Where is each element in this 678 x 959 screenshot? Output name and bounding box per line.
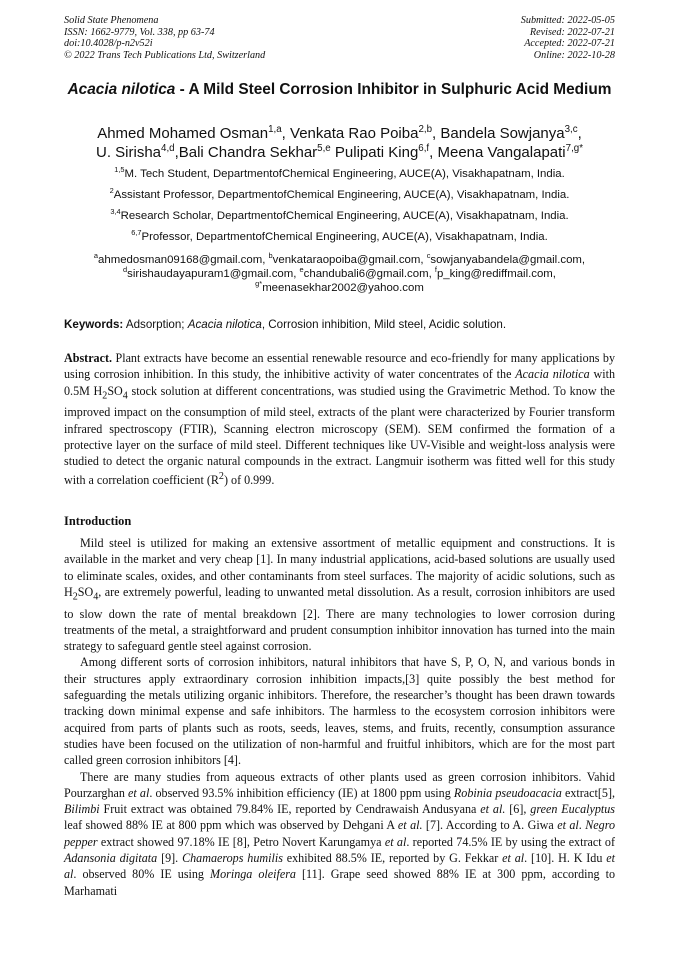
author-sup: 6,f bbox=[418, 143, 430, 154]
italic-text: Robinia pseudoacacia bbox=[453, 785, 562, 800]
italic-text: et al bbox=[502, 851, 525, 866]
subscript: 4 bbox=[122, 390, 128, 401]
affiliation-text: Research Scholar, DepartmentofChemical Engineering, AUCE(A), Visakhapatnam, India. bbox=[120, 210, 569, 222]
journal-name: Solid State Phenomena bbox=[64, 15, 159, 26]
italic-text: Moringa oleifera bbox=[210, 867, 296, 882]
email-sup: g* bbox=[255, 279, 263, 289]
email-sup: d bbox=[123, 265, 128, 275]
paragraph-text: . reported 74.5% IE by using the extract of bbox=[406, 834, 615, 849]
title-rest: - A Mild Steel Corrosion Inhibitor in Sulphuric Acid Medium bbox=[175, 81, 612, 98]
paragraph-text: SO bbox=[77, 584, 94, 599]
italic-text: Chamaerops humilis bbox=[182, 851, 283, 866]
submitted-date: Submitted: 2022-05-05 bbox=[520, 15, 615, 26]
author-name: U. Sirisha bbox=[95, 144, 162, 161]
paragraph-text: exhibited 88.5% IE, reported by G. Fekkar bbox=[282, 851, 503, 866]
keywords-text: Adsorption; bbox=[123, 318, 188, 331]
author-name: Bandela Sowjanya bbox=[440, 125, 565, 142]
affiliation-sup: 6,7 bbox=[131, 228, 142, 238]
author-sup: 2,b bbox=[418, 124, 433, 135]
email-sup: e bbox=[299, 265, 304, 275]
email-link[interactable]: meenasekhar2002@yahoo.com bbox=[262, 282, 424, 294]
paragraph-text: . observed 80% IE using bbox=[73, 867, 211, 882]
author-sep: , bbox=[577, 125, 582, 142]
keywords-text: , Corrosion inhibition, Mild steel, Acidic solution. bbox=[261, 318, 507, 331]
author-sep: , bbox=[281, 125, 291, 142]
affiliation-text: Professor, DepartmentofChemical Engineering, AUCE(A), Visakhapatnam, India. bbox=[141, 231, 548, 243]
author-sup: 5,e bbox=[317, 143, 331, 154]
author-sup: 4,d bbox=[161, 143, 175, 154]
accepted-date: Accepted: 2022-07-21 bbox=[524, 38, 615, 50]
paragraph-text: Fruit extract was obtained 79.84% IE, reported by Cendrawaish Andusyana bbox=[99, 802, 481, 817]
author-name: Venkata Rao Poiba bbox=[290, 125, 419, 142]
paragraph-text: extract[5], bbox=[561, 785, 615, 800]
abstract bbox=[64, 350, 615, 489]
introduction-body bbox=[64, 535, 615, 899]
italic-text: et al bbox=[557, 818, 579, 833]
affiliation-text: M. Tech Student, DepartmentofChemical Engineering, AUCE(A), Visakhapatnam, India. bbox=[124, 168, 565, 180]
affiliation-sup: 3,4 bbox=[110, 207, 121, 217]
abstract-text: stock solution at different concentrations, was studied using the Gravimetric Method. To know the improved impact on the consumption of mild steel, extracts of the plant were characterized by Fourier transform infrared spectroscopy (FTIR), Scanning electron microscopy (SEM). SEM confirmed the formation of a protective layer on the surface of mild steel. Different techniques like UV-Visible and weight-loss analysis were studied to detect the organic natural compounds in the extract. Langmuir isotherm was fitted well for this study with a correlation coefficient (R bbox=[64, 383, 615, 488]
keywords-species: Acacia nilotica bbox=[187, 318, 262, 331]
italic-text: green Eucalyptus bbox=[530, 802, 615, 817]
paragraph-text: [6], bbox=[505, 802, 531, 817]
keywords bbox=[64, 318, 615, 332]
email-sup: a bbox=[93, 251, 99, 261]
author-name: Ahmed Mohamed Osman bbox=[97, 125, 269, 142]
paragraph-text: . bbox=[578, 818, 586, 833]
italic-text: et al. bbox=[480, 802, 506, 817]
email-link[interactable]: ahmedosman09168@gmail.com, bbox=[98, 254, 269, 266]
abstract-text: with 0.5M H bbox=[64, 367, 615, 398]
author-sep: , bbox=[432, 125, 441, 142]
author-list bbox=[64, 124, 615, 162]
paragraph-text: . [10]. H. K Idu bbox=[524, 851, 607, 866]
subscript: 2 bbox=[72, 591, 78, 603]
affiliation bbox=[64, 186, 615, 202]
paragraph bbox=[64, 535, 615, 654]
affiliation bbox=[64, 165, 615, 181]
online-date: Online: 2022-10-28 bbox=[533, 49, 615, 61]
paragraph-text: There are many studies from aqueous extracts of other plants used as green corrosion inhibitors. Vahid Pourzarghan bbox=[64, 769, 615, 800]
issn-line: ISSN: 1662-9779, Vol. 338, pp 63-74 bbox=[64, 26, 215, 38]
affiliation-sup: 2 bbox=[109, 186, 114, 196]
author-sup: 1,a bbox=[268, 124, 282, 135]
italic-text: Bilimbi bbox=[64, 802, 100, 817]
paper-title bbox=[64, 80, 615, 99]
email-link[interactable]: sirishaudayapuram1@gmail.com, bbox=[127, 268, 300, 280]
paragraph-text: . observed 93.5% inhibition efficiency (IE) at 1800 ppm using bbox=[149, 785, 454, 800]
italic-text: et al. bbox=[397, 818, 423, 833]
paragraph-text: leaf showed 88% IE at 800 ppm which was observed by Dehgani A bbox=[64, 818, 398, 833]
author-sup: 7,g* bbox=[565, 143, 583, 154]
doi-line[interactable]: doi:10.4028/p-n2v52i bbox=[64, 38, 153, 50]
revised-date: Revised: 2022-07-21 bbox=[529, 26, 615, 38]
subscript: 4 bbox=[93, 591, 99, 603]
abstract-species: Acacia nilotica bbox=[515, 367, 590, 382]
email-sup: b bbox=[268, 251, 273, 261]
publication-dates bbox=[521, 15, 615, 61]
abstract-label: Abstract. bbox=[64, 351, 113, 365]
affiliation bbox=[64, 228, 615, 244]
email-link[interactable]: chandubali6@gmail.com, bbox=[303, 268, 435, 280]
subscript: 2 bbox=[102, 390, 108, 401]
italic-text: Adansonia digitata bbox=[64, 851, 158, 866]
email-link[interactable]: sowjanyabandela@gmail.com, bbox=[430, 254, 586, 266]
author-name: Pulipati King bbox=[334, 144, 419, 161]
superscript: 2 bbox=[218, 471, 224, 483]
email-list bbox=[64, 253, 615, 295]
author-sup: 3,c bbox=[564, 124, 578, 135]
title-species: Acacia nilotica bbox=[67, 81, 176, 98]
paragraph-text: extract showed 97.18% IE [8], Petro Novert Karungamya bbox=[97, 834, 385, 849]
section-heading: Introduction bbox=[64, 514, 132, 528]
email-link[interactable]: p_king@rediffmail.com, bbox=[436, 268, 556, 280]
keywords-label: Keywords: bbox=[64, 318, 124, 331]
email-sup: c bbox=[426, 251, 431, 261]
abstract-text: ) of 0.999. bbox=[223, 473, 275, 488]
abstract-text: SO bbox=[107, 383, 123, 398]
email-sup: f bbox=[434, 265, 437, 275]
italic-text: Negro pepper bbox=[64, 818, 616, 849]
italic-text: et al bbox=[64, 851, 615, 882]
author-sep: , bbox=[174, 144, 179, 161]
italic-text: et al bbox=[384, 834, 407, 849]
abstract-text: Plant extracts have become an essential renewable resource and eco-friendly for many applications by using corrosion inhibition. In this study, the inhibitive activity of water concentrates of the bbox=[64, 351, 615, 382]
paragraph-text: , are extremely powerful, leading to unwanted metal dissolution. As a result, corrosion inhibitors are used to slow down the rate of mental breakdown [2]. There are many technologies to lower corrosion during treatments of the metal, a straightforward and prudent consumption inhibitor innovation has turned into the main strategy to safeguard gentle steel against corrosion. bbox=[64, 584, 615, 654]
paragraph: Among different sorts of corrosion inhibitors, natural inhibitors that have S, P, O, N, and various bonds in their structures apply extraordinary corrosion inhibition impacts,[3] quite possibly the best method for safeguarding the metals utilizing organic inhibitors. Therefore, the researcher’s thought has been drawn towards tracking down minimal expense and safe inhibitors. The harmless to the ecosystem corrosion inhibitors were acquired from parts of plants such as roots, seeds, leaves, stems, and fruits, recently, consumption assurance studies have been focused on the utilization of non-harmful and fruitful inhibitors, which are for the most part called green corrosion inhibitors [4]. bbox=[64, 655, 615, 768]
paragraph-text: [7]. According to A. Giwa bbox=[422, 818, 558, 833]
email-link[interactable]: venkataraopoiba@gmail.com, bbox=[272, 254, 427, 266]
affiliation bbox=[64, 207, 615, 223]
author-sep: , bbox=[429, 144, 438, 161]
affiliation-text: Assistant Professor, DepartmentofChemical Engineering, AUCE(A), Visakhapatnam, India. bbox=[113, 189, 570, 201]
journal-info bbox=[64, 15, 265, 61]
paragraph-text: Mild steel is utilized for making an extensive assortment of metallic equipment and constructions. It is available in the market and very cheap [1]. In many industrial applications, acid-based solutions are usually used to eliminate scales, oxides, and other contaminants from steel surfaces. The majority of acidic solutions, such as H bbox=[64, 536, 615, 599]
author-name: Bali Chandra Sekhar bbox=[178, 144, 318, 161]
italic-text: et al bbox=[128, 785, 150, 800]
paragraph bbox=[64, 769, 615, 899]
paragraph-text: [9]. bbox=[157, 851, 183, 866]
author-name: Meena Vangalapati bbox=[437, 144, 566, 161]
affiliation-sup: 1,5 bbox=[114, 165, 125, 175]
paragraph-text: [11]. Grape seed showed 88% IE at 300 ppm, according to Marhamati bbox=[64, 867, 615, 898]
copyright-line: © 2022 Trans Tech Publications Ltd, Switzerland bbox=[64, 49, 266, 61]
